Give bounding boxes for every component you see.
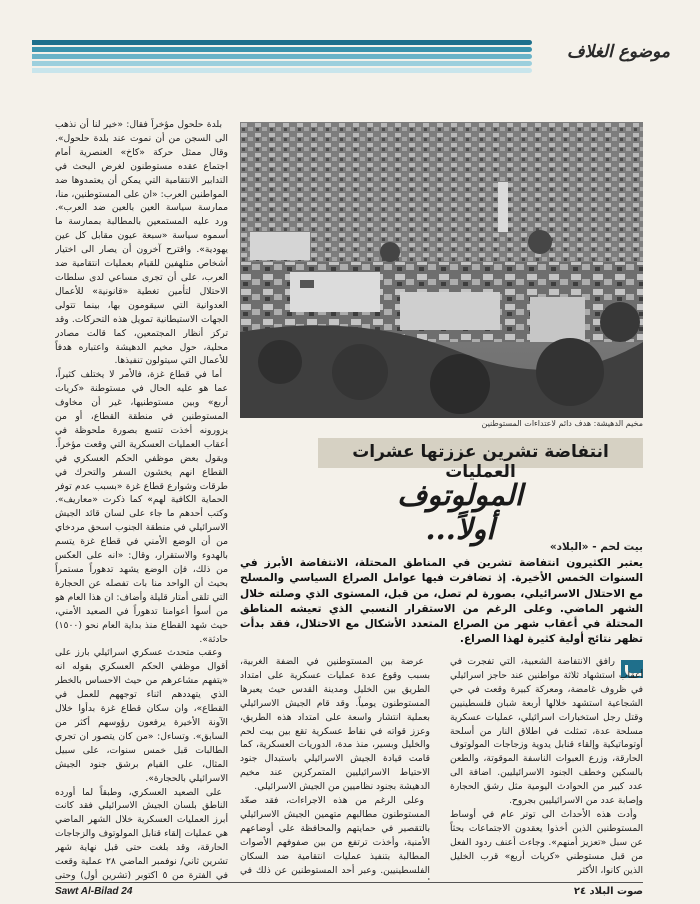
column-right <box>450 655 643 880</box>
article-byline: بيت لحم - «البلاد» <box>549 541 643 553</box>
header-stripe <box>32 47 532 52</box>
paragraph: بلدة حلحول مؤخراً فقال: «خير لنا أن نذهب الى السجن من أن نموت عند بلدة حلحول». وقال ممثل حركة «كاخ» العنصرية أمام اجتماع عقده مستوطنون لغرض البحث في التدابير الانتقامية التي يمكن أن يعتمدوها ضد المواطنين العرب: «ان على المستوطنين، منا، ممارسة سياسة العين بالعين ضد العرب». ورد عليه المستمعين بالمطالبة بممارسة ما أسموه سياسة «سبعة عيون مقابل كل عين يهودية». واقترح آخرون أن يصار الى اختيار أشخاص متلهفين للقيام بعمليات انتقامية ضد العرب، على أن تجرى مساعي لدى سلطات الاحتلال لتأمين تغطية «قانونية» للأعمال العدوانية التي سيقومون بها، بينما تتولى الجهات الاستيطانية تمويل هذه التحركات. وقد تركز أنظار المجتمعين، كما قالت مصادر محلية، حول مخيم الدهيشة واعتباره هدفاً للأعمال التي سيتولون تنفيذها. <box>55 119 228 367</box>
paragraph: وأدت هذه الأحداث الى توتر عام في أوساط المستوطنين الذين أخذوا يعقدون الاجتماعات بحثاً عن سبل «تعزيز أمنهم». وجاءت أعنف ردود الفعل من قبل مستوطني «كريات أربع» قرب الخليل الذين كانوا، الأكثر <box>450 808 643 876</box>
header-stripe <box>32 54 532 59</box>
column-middle <box>240 655 430 880</box>
footer-folio-left: Sawt Al-Bilad 24 <box>55 886 133 897</box>
paragraph: على الصعيد العسكري، وطبقاً لما أورده الناطق بلسان الجيش الاسرائيلي فقد كانت أبرز العمليات العسكرية خلال الشهر الماضي هي عمليات إلقاء قنابل المولوتوف والزجاجات الحارقة، وقد بلغت حتى قبل نهاية شهر تشرين ثاني/ نوفمبر الماضي ٢٨ عملية وقعت في الفترة من ٥ اكتوبر (تشرين أول) وحتى <box>55 786 228 881</box>
paragraph: وعلى الرغم من هذه الاجراءات، فقد صعّد المستوطنون مطالبهم متهمين الجيش الاسرائيلي بالتقصير في حمايتهم والمحافظة على أوضاعهم الأمنية، وأخذت ترتفع من بين صفوفهم الأصوات المطالبة بتنفيذ عمليات انتقامية ضد السكان الفلسطينيين. وعبر أحد المستوطنين عن ذلك في <box>240 795 430 876</box>
camp-photo-illustration <box>240 122 643 418</box>
paragraph: أما في قطاع غزة، فالأمر لا يختلف كثيراً، عما هو عليه الحال في مستوطنة «كريات أربع» وبين مستوطنيها، غير أن مخاوف المستوطنين في منطقة القطاع، أو من يزورونه أخذت تتسع بصورة ملحوظة في أعقاب العمليات العسكرية التي وقعت مؤخراً. ويقول بعض موظفي الحكم العسكري في القطاع انهم يخشون السفر والتحرك في طرقات وشوارع قطاع غزة «بسبب عدم توفر الحماية الكافية لهم» كما ذكرت «معاريف». وكتب أحدهم ما جاء على لسان قائد الجيش الاسرائيلي في منطقة الجنوب اسحق مردخاي من أن الوضع الأمني في قطاع غزة يتسم بالهدوء والاستقرار، وقال: «انه على العكس من ذلك، فإن الوضع يشهد تدهوراً مستمراً بحيث أن الواحد منا بات تفصله عن الحجارة التي تلقى أمتار قليلة وأضاف: ان هذا العام هو من أسوأ أعوامنا تدهوراً في الصعيد الأمني، حيث شهد القطاع منذ بداية العام نحو (١٥٠٠) حادثة». <box>55 369 228 645</box>
column-left <box>55 118 228 882</box>
footer-folio-right: صوت البلاد ٢٤ <box>573 886 643 897</box>
photo-caption: مخيم الدهيشة: هدف دائم لاعتداءات المستوطنين <box>481 419 643 428</box>
article-intro: يعتبر الكثيرون انتفاضة تشرين في المناطق المحتلة، الانتفاضة الأبرز في السنوات الخمس الأخيرة. إذ تضافرت فيها عوامل الصراع السياسي والمسلح مع الاحتلال الاسرائيلي، بصورة لم تصل، من قبل، المستوى الذي وصلته خلال الشهر الماضي. وعلى الرغم من الاستقرار النسبي الذي تعيشه المناطق المحتلة في أعقاب شهر من الصراع المتعدد الأشكال مع الاحتلال، فقد بدأت تظهر نتائج أولية كثيرة لهذا الصراع. <box>240 557 643 646</box>
header-stripe <box>32 68 532 73</box>
article-overline: انتفاضة تشرين عززتها عشرات العمليات <box>318 438 643 468</box>
header-stripe <box>32 40 532 45</box>
article-headline: المولوتوف أولاً... <box>397 478 523 546</box>
camp-photo <box>240 122 643 418</box>
paragraph: رافق الانتفاضة الشعبية، التي تفجرت في أعقاب استشهاد ثلاثة مواطنين عند حاجز اسرائيلي في ظروف غامضة، ومعركة كبيرة وقعت في حي الشجاعية استشهد خلالها أربعة شبان فلسطينيين وقتل رجل استخبارات اسرائيلي، عمليات عسكرية مسلحة عدة، تمثلت في اطلاق النار من أسلحة أوتوماتيكية وإلقاء قنابل يدوية وزجاجات المولوتوف الحارقة، وزرع العبوات الناسفة الموقوتة، والطعن بالسكين وخطف الجنود الاسرائيليين. اضافة الى عدد كبير من الحوادث اليومية مثل رشق الحجارة وإصابة عدد من الاسرائيليين بجروح. <box>450 656 643 807</box>
header-stripes <box>32 40 532 76</box>
header-stripe <box>32 61 532 66</box>
section-tag: موضوع الغلاف <box>566 42 670 62</box>
paragraph: وعقب متحدث عسكري اسرائيلي بارز على أقوال موظفي الحكم العسكري بقوله انه «يتفهم مشاعرهم من حيث الاحساس بالخطر الذي يتهددهم اثناء توجههم للعمل في القطاع»، وان سكان قطاع غزة بدأوا خلال الآونة الأخيرة يرفعون رؤوسهم أكثر من السابق». وتساءل: «من كان يتصور ان تجري الطالبات قبل خمس سنوات، على سبيل المثال، على القيام برشق جنود الجيش الاسرائيلي بالحجارة». <box>55 647 228 784</box>
footer-divider <box>55 882 643 883</box>
paragraph: عرضة بين المستوطنين في الضفة الغربية، بسبب وقوع عدة عمليات عسكرية على امتداد الطريق بين الخليل ومدينة القدس حيث يعبرها المستوطنون يومياً. وقد قام الجيش الاسرائيلي بعملية انتشار واسعة على امتداد هذه الطريق، وعزز قواته في نقاط عسكرية تقع بين بيت لحم والخليل وبسير، منذ مدة، الدوريات العسكرية، كما قامت قيادة الجيش الاسرائيلي باستبدال جنود الاحتياط الاسرائيليين المتمركزين عند مخيم الدهيشة بجنود نظاميين من الجيش الاسرائيلي. <box>240 656 430 793</box>
